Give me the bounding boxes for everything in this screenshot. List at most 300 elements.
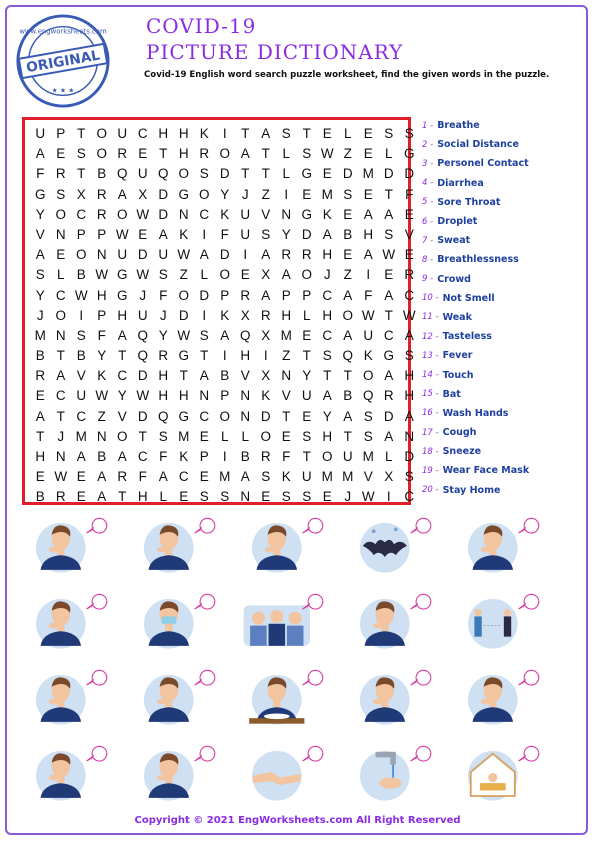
grid-letter: U — [158, 247, 169, 263]
grid-letter: E — [302, 186, 312, 202]
grid-letter: A — [363, 206, 373, 222]
grid-letter: C — [76, 206, 87, 222]
grid-letter: T — [261, 166, 270, 182]
grid-letter: K — [220, 206, 230, 222]
word-text: Sweat — [437, 235, 471, 247]
person-touching-face-illustration — [240, 510, 332, 580]
grid-letter: P — [76, 226, 86, 242]
svg-text:www.engworksheets.com: www.engworksheets.com — [19, 27, 107, 36]
grid-letter: R — [55, 489, 66, 505]
grid-letter: L — [56, 267, 65, 283]
title-line-2: PICTURE DICTIONARY — [146, 40, 404, 64]
grid-letter: Z — [97, 408, 106, 424]
word-number: 4 - — [422, 178, 434, 189]
person-headache-illustration — [24, 738, 116, 808]
grid-letter: S — [76, 146, 86, 162]
grid-letter: S — [322, 348, 332, 364]
grid-letter: H — [137, 489, 148, 505]
word-list-item — [422, 193, 529, 212]
grid-letter: Y — [35, 206, 45, 222]
grid-letter: C — [199, 206, 210, 222]
grid-letter: A — [240, 469, 250, 485]
grid-letter: S — [281, 126, 291, 141]
grid-letter: R — [35, 368, 46, 384]
grid-letter: L — [343, 126, 352, 141]
grid-letter: O — [301, 267, 312, 283]
word-list-item — [422, 154, 529, 173]
grid-letter: X — [261, 267, 271, 283]
grid-letter: A — [199, 247, 209, 263]
person-holding-stomach-illustration — [456, 662, 548, 732]
grid-letter: D — [219, 166, 230, 182]
grid-letter: E — [404, 247, 414, 263]
grid-letter: A — [35, 408, 45, 424]
word-list-item — [422, 404, 529, 423]
handshake-illustration — [240, 738, 332, 808]
grid-letter: X — [138, 186, 148, 202]
svg-text:★ ★ ★: ★ ★ ★ — [51, 86, 75, 95]
grid-letter: O — [321, 449, 333, 464]
grid-letter: D — [260, 408, 271, 424]
grid-row — [30, 225, 420, 245]
grid-letter: T — [77, 126, 86, 141]
grid-letter: Y — [281, 226, 291, 242]
person-spraying-nose-illustration — [348, 662, 440, 732]
grid-letter: I — [202, 307, 207, 323]
grid-letter: A — [158, 469, 168, 485]
word-text: Cough — [442, 427, 477, 439]
grid-letter: E — [343, 247, 353, 263]
word-number: 13 - — [422, 350, 439, 361]
grid-letter: A — [56, 368, 66, 384]
grid-letter: B — [343, 388, 353, 404]
grid-letter: O — [342, 307, 353, 323]
grid-letter: A — [199, 368, 209, 384]
crowd-of-people-illustration — [240, 586, 332, 656]
grid-letter: E — [138, 146, 148, 162]
word-number: 19 - — [422, 465, 439, 476]
word-list-item — [422, 270, 529, 289]
grid-letter: E — [384, 267, 394, 283]
word-number: 10 - — [422, 293, 439, 304]
grid-letter: R — [260, 307, 271, 323]
grid-letter: T — [302, 126, 311, 141]
word-list-item — [422, 135, 529, 154]
grid-letter: Q — [239, 327, 251, 343]
grid-letter: B — [343, 226, 353, 242]
grid-letter: L — [384, 449, 393, 464]
grid-letter: U — [117, 247, 128, 263]
grid-letter: I — [202, 226, 207, 242]
grid-letter: L — [220, 428, 229, 444]
grid-letter: H — [322, 428, 333, 444]
grid-letter: J — [323, 267, 331, 283]
person-staying-home-illustration — [456, 738, 548, 808]
grid-letter: M — [362, 449, 374, 464]
grid-letter: K — [220, 307, 230, 323]
word-list-item — [422, 327, 529, 346]
grid-letter: A — [97, 489, 107, 505]
grid-letter: Y — [158, 327, 168, 343]
grid-letter: W — [361, 307, 375, 323]
grid-letter: S — [384, 126, 394, 141]
person-sneezing-tissue-illustration — [456, 510, 548, 580]
grid-letter: Q — [342, 348, 353, 364]
grid-letter: N — [199, 388, 210, 404]
person-feverish-illustration — [132, 738, 224, 808]
grid-letter: C — [137, 449, 148, 464]
word-number: 15 - — [422, 389, 439, 400]
grid-letter: H — [158, 368, 169, 384]
grid-letter: M — [34, 327, 46, 343]
grid-letter: A — [117, 327, 127, 343]
grid-row — [30, 427, 420, 447]
person-hand-on-forehead-illustration — [132, 510, 224, 580]
original-stamp-logo — [14, 12, 112, 110]
title-line-1: COVID-19 — [146, 14, 257, 38]
grid-letter: G — [301, 166, 312, 182]
word-text: Fever — [442, 350, 473, 362]
person-weak-illustration — [132, 662, 224, 732]
grid-letter: R — [404, 267, 415, 283]
grid-letter: A — [240, 146, 250, 162]
person-pointing-throat-illustration — [24, 510, 116, 580]
grid-letter: W — [54, 469, 68, 485]
grid-letter: C — [117, 368, 128, 384]
grid-letter: Q — [157, 166, 169, 182]
grid-letter: B — [240, 449, 250, 464]
grid-letter: L — [302, 307, 311, 323]
grid-row — [30, 286, 420, 306]
grid-letter: K — [97, 368, 107, 384]
grid-letter: B — [76, 267, 86, 283]
grid-letter: M — [362, 166, 374, 182]
word-text: Wear Face Mask — [442, 465, 530, 477]
grid-letter: H — [158, 126, 169, 141]
word-text: Droplet — [437, 216, 478, 228]
grid-letter: E — [199, 469, 209, 485]
grid-row — [30, 205, 420, 225]
grid-row — [30, 407, 420, 427]
grid-letter: B — [35, 348, 45, 364]
grid-letter: F — [220, 226, 229, 242]
grid-letter: N — [281, 368, 292, 384]
word-list-item — [422, 423, 529, 442]
grid-letter: N — [55, 226, 66, 242]
grid-letter: H — [404, 388, 415, 404]
word-number: 6 - — [422, 216, 434, 227]
grid-letter: F — [97, 327, 106, 343]
grid-letter: V — [35, 226, 45, 242]
grid-letter: O — [75, 247, 87, 263]
grid-letter: G — [178, 348, 189, 364]
grid-letter: B — [97, 449, 107, 464]
grid-letter: N — [96, 247, 107, 263]
person-eating-food-illustration — [240, 662, 332, 732]
grid-letter: O — [178, 287, 189, 303]
grid-letter: V — [240, 368, 250, 384]
grid-letter: E — [56, 146, 66, 162]
svg-text:ORIGINAL: ORIGINAL — [25, 47, 102, 77]
grid-letter: E — [363, 126, 373, 141]
word-text: Stay Home — [442, 484, 501, 496]
grid-letter: T — [343, 428, 352, 444]
grid-letter: A — [384, 428, 394, 444]
grid-letter: M — [280, 327, 292, 343]
word-list-item — [422, 365, 529, 384]
grid-letter: S — [404, 126, 414, 141]
grid-letter: D — [383, 166, 394, 182]
grid-row — [30, 366, 420, 386]
grid-letter: D — [219, 247, 230, 263]
grid-letter: O — [96, 146, 107, 162]
grid-letter: Y — [117, 388, 127, 404]
grid-letter: E — [363, 186, 373, 202]
grid-letter: Q — [137, 348, 148, 364]
grid-letter: A — [363, 247, 373, 263]
word-number: 12 - — [422, 331, 439, 342]
grid-letter: A — [404, 408, 414, 424]
person-coughing-fist-illustration — [348, 586, 440, 656]
grid-letter: H — [240, 348, 251, 364]
grid-letter: S — [281, 489, 291, 505]
grid-letter: G — [178, 186, 189, 202]
grid-letter: B — [76, 348, 86, 364]
grid-letter: V — [261, 206, 271, 222]
grid-letter: A — [384, 368, 394, 384]
grid-letter: A — [35, 146, 45, 162]
grid-letter: R — [199, 146, 210, 162]
grid-letter: L — [159, 489, 167, 505]
grid-letter: K — [322, 206, 332, 222]
grid-letter: T — [241, 166, 250, 182]
word-text: Wash Hands — [442, 407, 509, 419]
grid-letter: U — [35, 126, 46, 141]
word-text: Breathlessness — [437, 254, 519, 266]
grid-letter: L — [384, 146, 393, 162]
grid-letter: L — [282, 166, 290, 182]
word-list-item — [422, 461, 529, 480]
word-text: Sore Throat — [437, 196, 501, 208]
grid-letter: H — [322, 307, 333, 323]
grid-letter: I — [263, 348, 268, 364]
grid-letter: R — [240, 287, 251, 303]
grid-letter: E — [322, 126, 332, 141]
grid-row — [30, 265, 420, 285]
word-list-item — [422, 308, 529, 327]
grid-letter: Z — [343, 146, 352, 162]
grid-letter: N — [240, 408, 251, 424]
grid-letter: E — [322, 489, 332, 505]
subtitle: Covid-19 English word search puzzle worksheet, find the given words in the puzzle. — [144, 70, 550, 80]
grid-row — [30, 164, 420, 184]
grid-letter: I — [284, 186, 289, 202]
grid-row — [30, 467, 420, 487]
grid-letter: S — [363, 408, 373, 424]
grid-letter: D — [199, 287, 210, 303]
grid-letter: K — [363, 348, 373, 364]
grid-letter: H — [178, 388, 189, 404]
grid-letter: D — [137, 368, 148, 384]
grid-letter: W — [361, 489, 375, 505]
grid-letter: M — [75, 428, 87, 444]
grid-letter: H — [178, 146, 189, 162]
grid-letter: Y — [322, 408, 332, 424]
grid-letter: H — [363, 226, 374, 242]
grid-letter: N — [404, 428, 415, 444]
grid-row — [30, 124, 420, 144]
grid-letter: S — [158, 428, 168, 444]
grid-letter: I — [222, 348, 227, 364]
grid-letter: S — [261, 226, 271, 242]
grid-letter: V — [117, 408, 127, 424]
grid-letter: O — [198, 186, 210, 202]
grid-letter: H — [281, 307, 292, 323]
grid-letter: O — [178, 166, 189, 182]
grid-letter: U — [117, 126, 128, 141]
grid-letter: B — [220, 368, 230, 384]
grid-letter: S — [404, 348, 414, 364]
grid-letter: C — [322, 327, 333, 343]
grid-letter: W — [136, 206, 150, 222]
word-number: 1 - — [422, 120, 434, 131]
copyright: Copyright © 2021 EngWorksheets.com All Right Reserved — [134, 815, 461, 826]
grid-letter: A — [322, 388, 332, 404]
grid-letter: D — [383, 408, 394, 424]
grid-letter: A — [97, 469, 107, 485]
grid-letter: S — [384, 226, 394, 242]
grid-row — [30, 245, 420, 265]
word-number: 5 - — [422, 197, 434, 208]
word-number: 8 - — [422, 254, 434, 265]
grid-letter: E — [302, 327, 312, 343]
grid-letter: S — [199, 327, 209, 343]
grid-letter: U — [137, 166, 148, 182]
grid-letter: N — [96, 428, 107, 444]
grid-letter: E — [343, 206, 353, 222]
grid-letter: E — [199, 428, 209, 444]
word-number: 2 - — [422, 139, 434, 150]
grid-letter: A — [261, 247, 271, 263]
grid-letter: U — [342, 449, 353, 464]
grid-letter: R — [383, 388, 394, 404]
grid-letter: E — [179, 489, 189, 505]
word-list-item — [422, 289, 529, 308]
grid-letter: U — [76, 388, 87, 404]
grid-letter: E — [302, 408, 312, 424]
grid-letter: T — [384, 186, 393, 202]
grid-letter: V — [363, 469, 373, 485]
grid-letter: I — [386, 489, 391, 505]
grid-letter: A — [281, 267, 291, 283]
grid-letter: G — [34, 186, 46, 202]
grid-letter: G — [383, 348, 394, 364]
grid-letter: H — [404, 368, 415, 384]
grid-letter: N — [281, 206, 292, 222]
grid-letter: S — [343, 186, 353, 202]
grid-letter: H — [35, 449, 46, 464]
grid-letter: K — [261, 388, 271, 404]
grid-letter: O — [55, 307, 66, 323]
grid-letter: J — [159, 307, 167, 323]
grid-letter: G — [116, 267, 128, 283]
grid-letter: N — [240, 388, 251, 404]
grid-letter: S — [302, 146, 312, 162]
grid-letter: V — [76, 368, 86, 384]
grid-letter: R — [117, 469, 128, 485]
two-people-social-distance-illustration — [456, 586, 548, 656]
grid-letter: T — [241, 126, 250, 141]
grid-letter: U — [240, 226, 251, 242]
word-list-item — [422, 385, 529, 404]
grid-letter: H — [96, 287, 107, 303]
grid-letter: R — [96, 186, 107, 202]
grid-letter: I — [366, 267, 371, 283]
word-text: Social Distance — [437, 139, 520, 151]
grid-letter: U — [301, 469, 312, 485]
grid-letter: O — [116, 206, 128, 222]
word-list — [422, 116, 529, 500]
grid-letter: T — [56, 348, 65, 364]
grid-letter: A — [343, 327, 353, 343]
grid-letter: S — [302, 428, 312, 444]
grid-letter: M — [321, 186, 333, 202]
grid-letter: W — [95, 388, 109, 404]
grid-letter: A — [261, 126, 271, 141]
grid-letter: W — [115, 226, 129, 242]
word-number: 7 - — [422, 235, 434, 246]
grid-letter: C — [55, 287, 66, 303]
word-number: 3 - — [422, 158, 434, 169]
grid-letter: Q — [137, 327, 148, 343]
grid-letter: F — [159, 287, 168, 303]
grid-letter: M — [321, 469, 333, 485]
grid-letter: A — [35, 247, 45, 263]
grid-letter: A — [384, 287, 394, 303]
grid-letter: D — [158, 186, 169, 202]
grid-letter: E — [56, 247, 66, 263]
grid-letter: S — [199, 489, 209, 505]
grid-letter: W — [177, 327, 191, 343]
grid-letter: T — [384, 307, 393, 323]
grid-letter: Q — [116, 166, 128, 182]
word-number: 11 - — [422, 312, 439, 323]
word-list-item — [422, 250, 529, 269]
word-list-item — [422, 212, 529, 231]
grid-letter: Z — [343, 267, 352, 283]
grid-letter: W — [74, 287, 88, 303]
grid-letter: A — [117, 186, 127, 202]
person-coughing-illustration — [24, 586, 116, 656]
grid-letter: T — [179, 368, 188, 384]
grid-letter: S — [261, 469, 271, 485]
grid-letter: Y — [35, 287, 45, 303]
grid-letter: O — [55, 206, 66, 222]
grid-letter: S — [404, 469, 414, 485]
word-list-item — [422, 442, 529, 461]
word-text: Personel Contact — [437, 158, 529, 170]
grid-letter: C — [76, 408, 87, 424]
grid-letter: P — [220, 388, 230, 404]
grid-letter: R — [301, 247, 312, 263]
grid-row — [30, 346, 420, 366]
grid-letter: T — [56, 408, 65, 424]
grid-letter: U — [363, 327, 374, 343]
grid-letter: P — [220, 287, 230, 303]
grid-letter: A — [117, 449, 127, 464]
grid-letter: D — [137, 408, 148, 424]
grid-letter: F — [405, 186, 414, 202]
